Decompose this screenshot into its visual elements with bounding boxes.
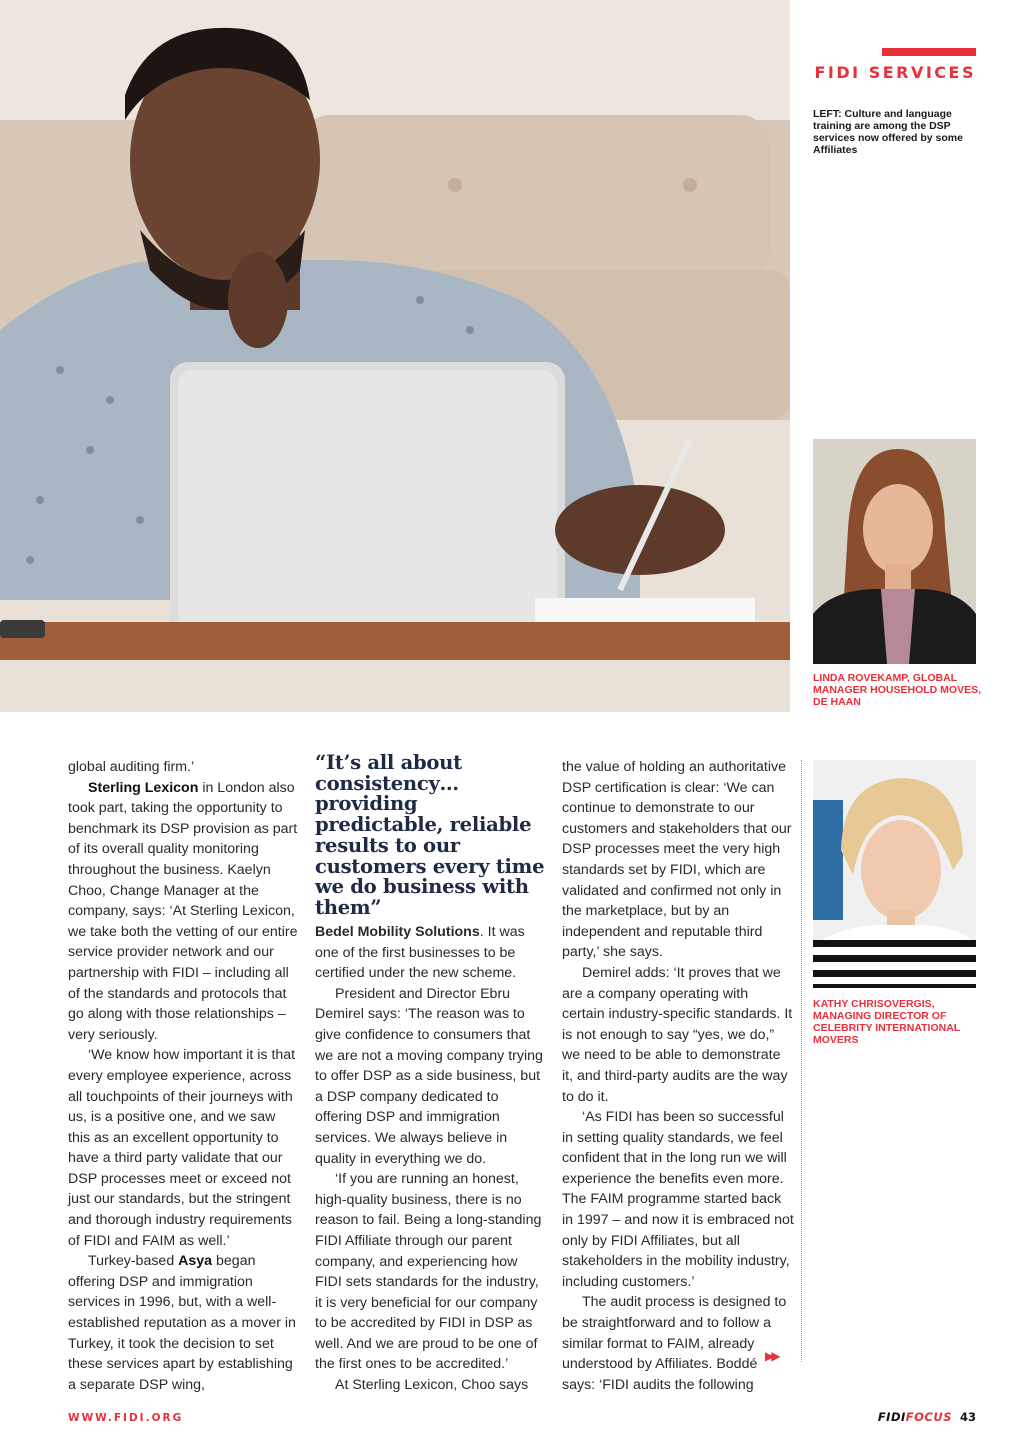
portrait-kathy-chrisovergis [813, 760, 976, 988]
paragraph: ‘If you are running an honest, high-quality business, there is no reason to fail. Being a long-standing FIDI Affiliate through our parent company, and experiencing how FIDI sets standards for the industry, it is very beneficial for our company to be accredited by FIDI in DSP as well. And we are proud to be one of the first ones to be accredited.’ [315, 1171, 542, 1373]
paragraph: At Sterling Lexicon, Choo says [335, 1377, 529, 1394]
portrait-caption-linda: LINDA ROVEKAMP, GLOBAL MANAGER HOUSEHOLD MOVES, DE HAAN [813, 672, 982, 708]
magazine-name-part-2: FOCUS [905, 1410, 952, 1424]
paragraph: ‘As FIDI has been so successful in setting quality standards, we feel confident that in the long run we will experience the benefits even more. The FAIM programme started back in 1997 – and now it is embraced not only by FIDI Affiliates, but all stakeholders in the mobility industry, including customers.’ [562, 1109, 794, 1290]
paragraph: Demirel adds: ‘It proves that we are a company operating with certain industry-specific standards. It is not enough to say “yes, we do,” we need to be able to demonstrate it, and third-party audits are the way to do it. [562, 964, 793, 1105]
section-accent-bar [882, 48, 976, 56]
paragraph: global auditing firm.’ [68, 759, 195, 775]
company-name: Bedel Mobility Solutions [315, 924, 480, 940]
company-name: Sterling Lexicon [88, 779, 199, 796]
paragraph: Bedel Mobility Solutions. It was one of the first businesses to be certified under the new scheme. [315, 924, 525, 982]
article-column-3 [562, 757, 794, 1395]
company-name: Asya [178, 1253, 213, 1270]
paragraph: The audit process is designed to be straightforward and to follow a similar format to FAIM, already understood by Affiliates. Boddé says: ‘FIDI audits the following [562, 1294, 787, 1393]
continue-arrows-icon: ▶▶ [765, 1349, 778, 1363]
portrait-linda-rovekamp [813, 439, 976, 664]
paragraph: ‘We know how important it is that every employee experience, across all touchpoints of their journeys with us, is a positive one, and we saw this as an excellent opportunity to have a third party validate that our DSP processes meet or exceed not just our standards, but the stringent and thorough industry requirements of FIDI and FAIM as well.’ [68, 1047, 296, 1249]
page-number: 43 [959, 1410, 976, 1424]
paragraph: President and Director Ebru Demirel says: ‘The reason was to give confidence to consumers that we are not a moving company trying to offer DSP as a side business, but a DSP company dedicated to offering DSP and immigration services. We always believe in quality in everything we do. [315, 985, 543, 1167]
paragraph: Sterling Lexicon in London also took part, taking the opportunity to benchmark its DSP provision as part of its overall quality monitoring throughout the business. Kaelyn Choo, Change Manager at the company, says: ‘At Sterling Lexicon, we take both the vetting of our entire service provider network and our partnership with FIDI – including all of the standards and protocols that go along with those relationships – very seriously. [68, 779, 298, 1043]
pull-quote: “It’s all about consistency… providing predictable, reliable results to our customers every time we do business with them” [315, 751, 545, 919]
footer-magazine-folio [878, 1410, 976, 1424]
portrait-caption-kathy: KATHY CHRISOVERGIS, MANAGING DIRECTOR OF CELEBRITY INTERNATIONAL MOVERS [813, 998, 961, 1046]
hero-photo-man-with-laptop [0, 0, 790, 712]
column-divider [801, 760, 802, 1362]
magazine-name-part-1: FIDI [877, 1410, 906, 1424]
footer-website-link[interactable]: WWW.FIDI.ORG [68, 1412, 184, 1424]
paragraph: Turkey-based Asya began offering DSP and immigration services in 1996, but, with a well-established reputation as a mover in Turkey, it took the decision to set these services apart by establishing a separate DSP wing, [68, 1253, 296, 1393]
paragraph: the value of holding an authoritative DSP certification is clear: ‘We can continue to demonstrate to our customers and stakeholders that our DSP processes meet the very high standards set by FIDI, which are validated and confirmed not only in the marketplace, but by an independent and reputable third party,’ she says. [562, 759, 792, 961]
hero-photo-caption: LEFT: Culture and language training are among the DSP services now offered by some Affiliates [813, 108, 963, 156]
section-title: FIDI SERVICES [814, 63, 976, 82]
article-column-1 [68, 757, 300, 1395]
article-column-2 [315, 922, 547, 1396]
